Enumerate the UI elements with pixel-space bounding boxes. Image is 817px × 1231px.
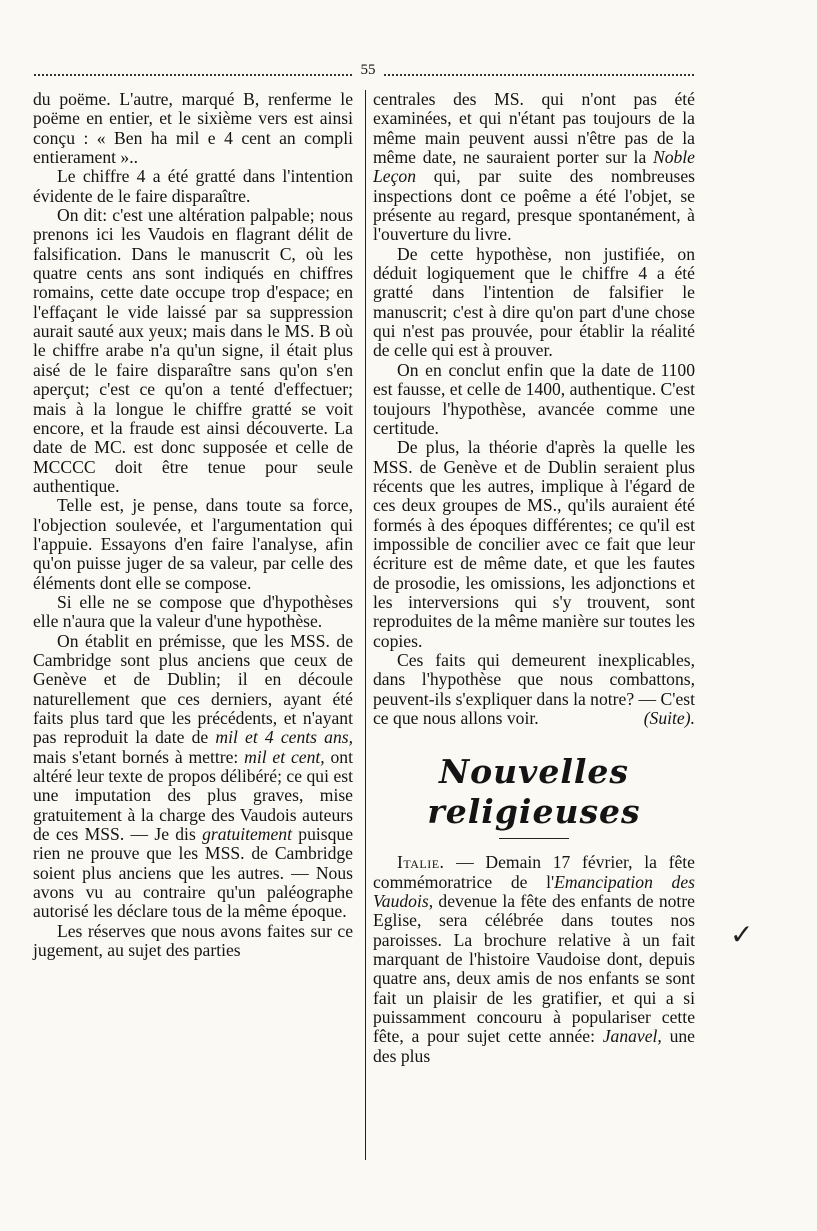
paragraph: centrales des MS. qui n'ont pas été examinées, et qui n'étant pas toujours de la même main peuvent aussi n'être pas de la même date, ne sauraient porter sur la Noble Leçon qui, par suite des nombreuses inspections dont ce poême a été l'objet, se présente au regard, presque spontanément, à l'ouverture du livre. xyxy=(373,89,695,245)
header-rule-left xyxy=(34,74,352,76)
paragraph: Ces faits qui demeurent inexplicables, dans l'hypothèse que nous combattons, peuvent-ils s'expliquer dans la notre? — C'est ce que nous allons voir. (Suite). xyxy=(373,649,695,728)
paragraph: Telle est, je pense, dans toute sa force, l'objection soulevée, et l'argumentation qui l'appuie. Essayons d'en faire l'analyse, afin qu'on puisse juger de sa valeur, par celle des éléments dont elle se compose. xyxy=(33,495,353,593)
header-rule-right xyxy=(384,74,694,76)
paragraph: du poëme. L'autre, marqué B, renferme le poëme en entier, et le sixième vers est ainsi conçu : « Ben ha mil e 4 cent an compli entierament ».. xyxy=(33,89,353,168)
page-number: 55 xyxy=(360,62,376,78)
news-label: Italie. xyxy=(397,852,445,873)
left-column xyxy=(33,90,353,960)
suite-note: (Suite). xyxy=(643,708,695,728)
section-heading: Nouvelles religieuses xyxy=(427,752,641,832)
paragraph: On établit en prémisse, que les MSS. de Cambridge sont plus anciens que ceux de Genève et de Dublin; il en découle naturellement que ces derniers, ayant été faits plus tard que les précédents, et n'ayant pas reproduit la date de mil et 4 cents ans, mais s'etant bornés à mettre: mil et cent, ont altéré leur texte de propos délibéré; ce qui est une imputation des plus graves, mise gratuitement à la charge des Vaudois auteurs de ces MSS. — Je dis gratuitement puisque rien ne prouve que les MSS. de Cambridge soient plus anciens que les autres. — Nous avons vu au contraire qu'un paléographe autorisé les déclare tous de la même époque. xyxy=(33,630,353,922)
right-column xyxy=(373,90,695,1066)
paragraph: On dit: c'est une altération palpable; nous prenons ici les Vaudois en flagrant délit de falsification. Dans le manuscrit C, où les quatre cents ans sont indiqués en chiffres romains, cette date occupe trop d'espace; en l'effaçant le vide laissé par sa suppression aurait sauté aux yeux; mais dans le MS. B où le chiffre arabe n'a qu'un signe, il était plus aisé de le faire disparaître sans qu'on s'en aperçut; c'est ce qu'on a tenté d'effectuer; mais à la longue le chiffre gratté se voit encore, et la fraude est ainsi découverte. La date de MC. est donc supposée et celle de MCCCC doit être tenue pour seule authentique. xyxy=(33,205,353,496)
news-item: Italie. — Demain 17 février, la fête commémoratrice de l'Emancipation des Vaudois, devenue la fête des enfants de notre Eglise, sera célébrée dans toutes nos paroisses. La brochure relative à un fait marquant de l'histoire Vaudoise dont, depuis quatre ans, deux amis de nos enfants se sont fait un plaisir de les gratifier, et qui a si puissamment concouru à populariser cette fête, a pour sujet cette année: Janavel, une des plus xyxy=(373,852,695,1066)
paragraph: Les réserves que nous avons faites sur ce jugement, au sujet des parties xyxy=(33,920,353,961)
handwritten-mark-icon: ✓ xyxy=(730,920,754,951)
paragraph: De cette hypothèse, non justifiée, on déduit logiquement que le chiffre 4 a été gratté dans l'intention de falsifier le manuscrit; c'est à dire qu'on part d'une chose qui n'est pas prouvée, pour établir la réalité de celle qui est à prouver. xyxy=(373,243,695,361)
heading-rule xyxy=(499,838,569,839)
paragraph: Le chiffre 4 a été gratté dans l'intention évidente de le faire disparaître. xyxy=(33,166,353,206)
paragraph: On en conclut enfin que la date de 1100 est fausse, et celle de 1400, authentique. C'est toujours l'hypothèse, avancée comme une certitude. xyxy=(373,359,695,438)
paragraph: Si elle ne se compose que d'hypothèses elle n'aura que la valeur d'une hypothèse. xyxy=(33,591,353,632)
paragraph: De plus, la théorie d'après la quelle les MSS. de Genève et de Dublin seraient plus récents que les autres, implique à l'égard de ces deux groupes de MS., qu'ils auraient été formés à des époques différentes; ce qu'il est impossible de concilier avec ce fait que leur écriture est de même date, et que les fautes de prosodie, les omissions, les adjonctions et les interversions qui s'y trouvent, sont reproduites de la même manière sur toutes les copies. xyxy=(373,437,695,651)
column-divider xyxy=(365,90,366,1160)
